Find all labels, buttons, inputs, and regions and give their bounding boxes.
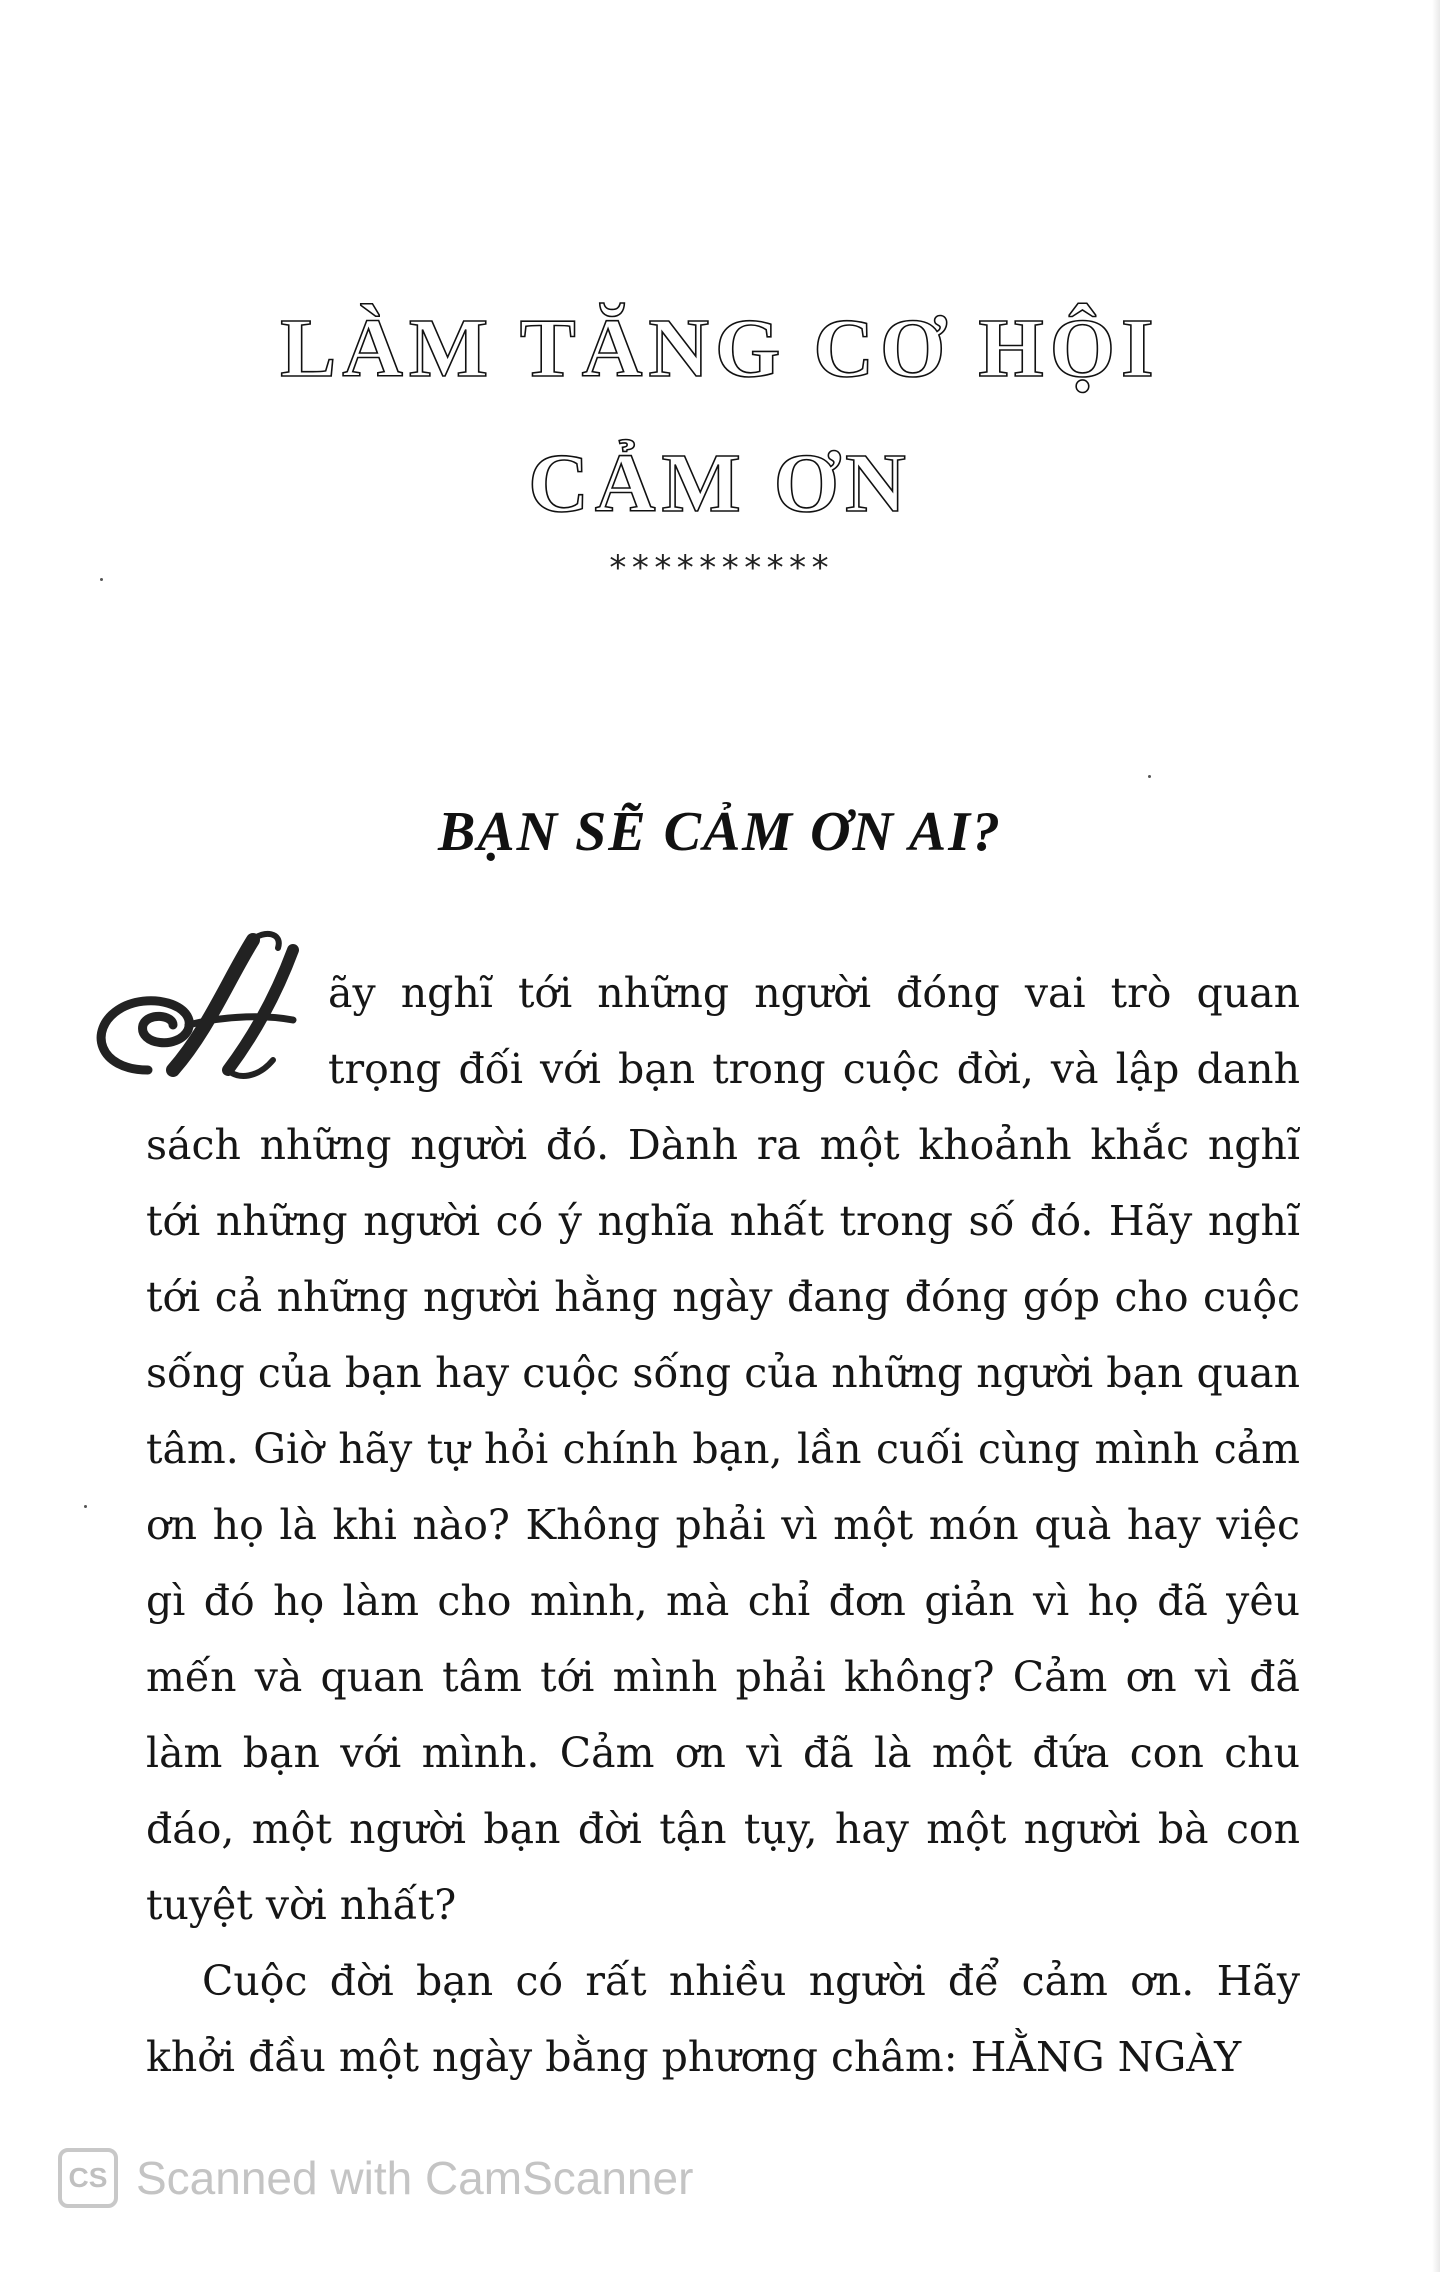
chapter-title-line-2: CẢM ƠN xyxy=(528,437,912,530)
asterisk-divider: ********** xyxy=(607,548,833,588)
scan-speck xyxy=(1148,775,1151,778)
scan-speck xyxy=(100,578,103,581)
camscanner-logo-icon: CS xyxy=(58,2148,118,2208)
page-edge-shadow xyxy=(1432,0,1440,2272)
watermark-text: Scanned with CamScanner xyxy=(136,2152,694,2204)
camscanner-watermark xyxy=(58,2148,693,2208)
scan-speck xyxy=(84,1505,87,1508)
section-heading: BẠN SẼ CẢM ƠN AI? xyxy=(437,801,1003,863)
chapter-title-line-1: LÀM TĂNG CƠ HỘI xyxy=(280,302,1160,395)
paragraph-1: ãy nghĩ tới những người đóng vai trò quan trọng đối với bạn trong cuộc đời, và lập danh sách những người đó. Dành ra một khoảnh khắc nghĩ tới những người có ý nghĩa nhất trong số đó. Hãy nghĩ tới cả những người hằng ngày đang đóng góp cho cuộc sống của bạn hay cuộc sống của những người bạn quan tâm. Giờ hãy tự hỏi chính bạn, lần cuối cùng mình cảm ơn họ là khi nào? Không phải vì một món quà hay việc gì đó họ làm cho mình, mà chỉ đơn giản vì họ đã yêu mến và quan tâm tới mình phải không? Cảm ơn vì đã làm bạn với mình. Cảm ơn vì đã là một đứa con chu đáo, một người bạn đời tận tụy, hay một người bà con tuyệt vời nhất? xyxy=(146,969,1300,1929)
paragraph-2: Cuộc đời bạn có rất nhiều người để cảm ơn. Hãy khởi đầu một ngày bằng phương châm: HẰNG NGÀY xyxy=(146,1957,1300,2081)
body-text xyxy=(146,955,1300,2095)
